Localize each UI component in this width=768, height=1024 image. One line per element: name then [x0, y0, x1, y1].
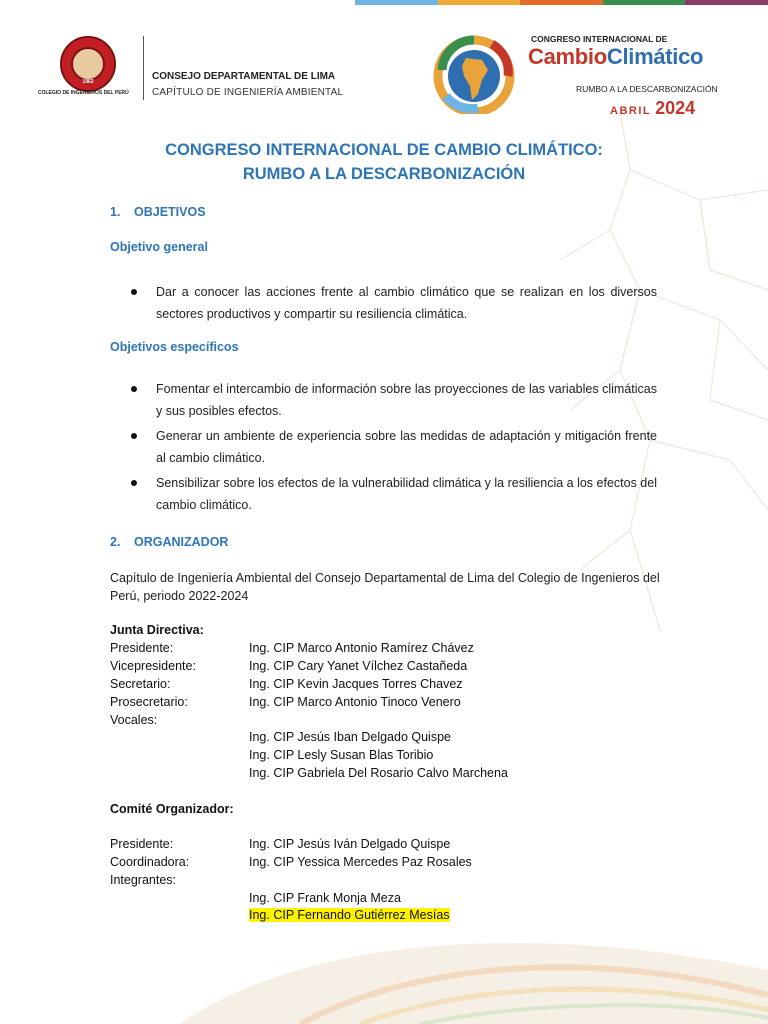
member-name: Ing. CIP Frank Monja Meza [249, 891, 401, 905]
org-name: CONSEJO DEPARTAMENTAL DE LIMA [152, 71, 336, 82]
event-name-small: CONGRESO INTERNACIONAL DE [531, 34, 668, 44]
member-name: Ing. CIP Kevin Jacques Torres Chavez [249, 677, 463, 691]
top-color-bar [355, 0, 768, 5]
role-label: Presidente: [110, 837, 174, 851]
member-name: Ing. CIP Marco Antonio Tinoco Venero [249, 695, 461, 709]
bullet-dot [131, 386, 137, 392]
section-heading-organizador: 2. ORGANIZADOR [110, 535, 229, 549]
header-divider [143, 36, 144, 100]
organizer-description: Capítulo de Ingeniería Ambiental del Consejo Departamental de Lima del Colegio de Ingenieros del Perú, periodo 2022-2024 [110, 571, 660, 603]
role-label: Secretario: [110, 677, 171, 691]
role-label: Coordinadora: [110, 855, 190, 869]
junta-directiva-heading: Junta Directiva: [110, 623, 204, 637]
member-name: Ing. CIP Jesús Iban Delgado Quispe [249, 730, 451, 744]
document-header [0, 30, 768, 130]
event-subtitle: RUMBO A LA DESCARBONIZACIÓN [576, 84, 718, 94]
org-chapter: CAPÍTULO DE INGENIERÍA AMBIENTAL [152, 87, 344, 98]
cip-seal-logo: 1962 [60, 36, 116, 92]
decorative-swirl [0, 900, 768, 1024]
south-america-globe-logo [432, 30, 516, 114]
list-item: Generar un ambiente de experiencia sobre las medidas de adaptación y mitigación frente al cambio climático. [156, 429, 657, 465]
comite-organizador-heading: Comité Organizador: [110, 802, 234, 816]
role-label: Vicepresidente: [110, 659, 196, 673]
bullet-dot [131, 289, 137, 295]
member-name: Ing. CIP Lesly Susan Blas Toribio [249, 748, 434, 762]
bullet-dot [131, 433, 137, 439]
section-heading-objetivos: 1. OBJETIVOS [110, 205, 206, 219]
member-name: Ing. CIP Yessica Mercedes Paz Rosales [249, 855, 472, 869]
list-item: Fomentar el intercambio de información sobre las proyecciones de las variables climáticas y sus posibles efectos. [156, 382, 657, 418]
subheading-objetivo-general: Objetivo general [110, 240, 208, 254]
member-name: Ing. CIP Jesús Iván Delgado Quispe [249, 837, 451, 851]
document-title: CONGRESO INTERNACIONAL DE CAMBIO CLIMÁTICO: RUMBO A LA DESCARBONIZACIÓN [165, 141, 603, 183]
member-name-highlighted: Ing. CIP Fernando Gutiérrez Mesías [249, 908, 450, 922]
role-label: Integrantes: [110, 873, 177, 887]
role-label: Presidente: [110, 641, 174, 655]
event-name-big: CambioClimático [528, 44, 704, 69]
list-item: Sensibilizar sobre los efectos de la vulnerabilidad climática y la resiliencia a los efectos del cambio climático. [156, 476, 657, 512]
seal-caption: COLEGIO DE INGENIEROS DEL PERÚ [38, 90, 129, 96]
event-date: ABRIL 2024 [610, 98, 696, 118]
role-label: Prosecretario: [110, 695, 188, 709]
member-name: Ing. CIP Gabriela Del Rosario Calvo Marchena [249, 766, 508, 780]
bullet-dot [131, 480, 137, 486]
list-item: Dar a conocer las acciones frente al cambio climático que se realizan en los diversos sectores productivos y compartir su resiliencia climática. [156, 285, 657, 321]
cracked-earth-background [560, 110, 768, 630]
role-label: Vocales: [110, 713, 158, 727]
member-name: Ing. CIP Cary Yanet Vílchez Castañeda [249, 659, 468, 673]
subheading-objetivos-especificos: Objetivos específicos [110, 340, 239, 354]
member-name: Ing. CIP Marco Antonio Ramírez Chávez [249, 641, 474, 655]
